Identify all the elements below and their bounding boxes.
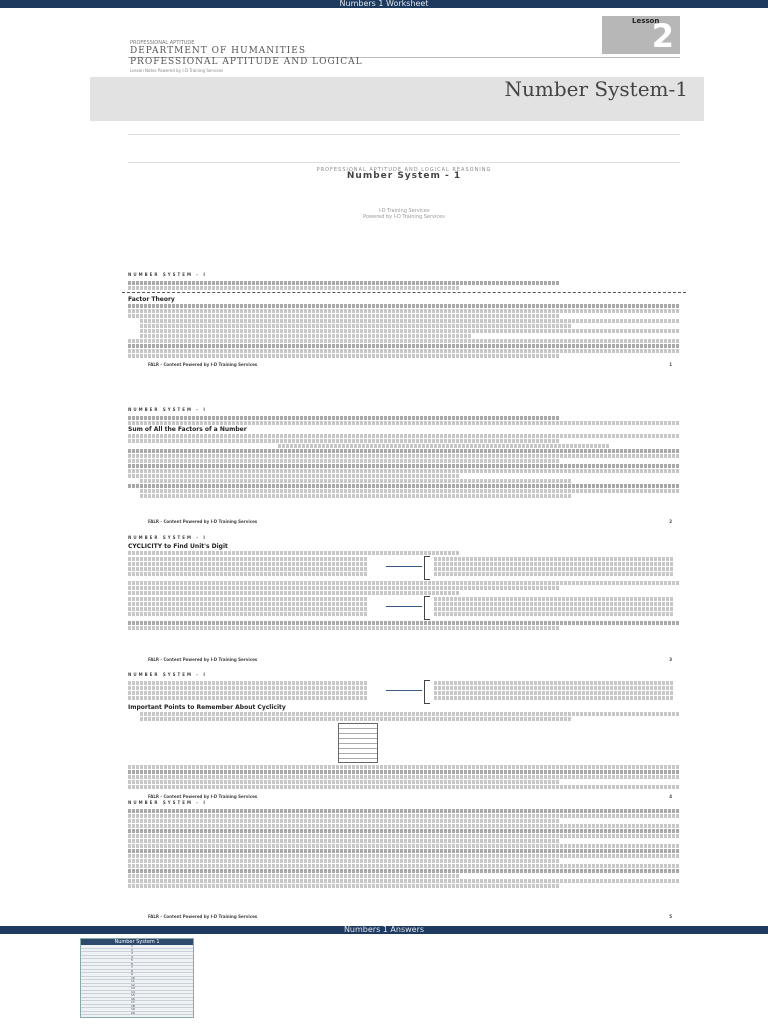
page-footer xyxy=(148,519,680,525)
text-line xyxy=(140,717,571,721)
text-line xyxy=(128,421,680,425)
text-line xyxy=(434,681,674,685)
text-line xyxy=(140,319,680,323)
text-line xyxy=(128,854,680,858)
cover-subtitle: Lesson Notes Powered by I-D Training Services xyxy=(130,68,224,73)
answer-number: 13 xyxy=(131,986,135,990)
arrow xyxy=(386,690,422,691)
lesson-number: 2 xyxy=(651,17,674,55)
section-label: NUMBER SYSTEM - I xyxy=(128,535,207,540)
answer-number: 14 xyxy=(131,989,135,994)
cyclicity-block xyxy=(128,680,680,704)
center-title: Number System - 1 xyxy=(346,171,462,181)
answer-number: 8 xyxy=(131,968,133,973)
answer-number: 15 xyxy=(131,993,135,997)
text-line xyxy=(434,686,674,690)
text-line xyxy=(128,597,368,601)
answers-title: Numbers 1 Answers xyxy=(343,925,425,934)
answer-row xyxy=(81,1012,193,1016)
text-line xyxy=(128,572,368,576)
text-line xyxy=(434,597,674,601)
text-line xyxy=(128,567,368,571)
lesson-word: Lesson xyxy=(632,17,660,25)
text-line xyxy=(434,691,674,695)
text-line xyxy=(128,449,680,453)
text-line xyxy=(434,572,674,576)
text-line xyxy=(128,586,559,590)
formula-line xyxy=(278,444,609,448)
text-line xyxy=(128,281,559,285)
page-footer xyxy=(148,657,680,663)
text-line xyxy=(128,591,459,595)
text-line xyxy=(128,416,559,420)
text-line xyxy=(140,479,571,483)
page-number: 5 xyxy=(669,914,672,919)
text-line xyxy=(128,819,559,823)
text-line xyxy=(128,874,459,878)
dashed-divider xyxy=(122,292,686,294)
text-line xyxy=(128,681,368,685)
text-line xyxy=(128,304,680,308)
text-line xyxy=(128,765,680,769)
text-line xyxy=(128,581,680,585)
text-line xyxy=(140,324,571,328)
content-page-5 xyxy=(128,800,680,920)
title-band xyxy=(90,77,704,121)
answer-number: 4 xyxy=(131,954,133,959)
center-credit: Powered by I-D Training Services xyxy=(363,214,445,220)
text-line xyxy=(128,844,680,848)
center-credit: I-D Training Services xyxy=(378,208,430,214)
text-line xyxy=(128,869,680,873)
page-heading: Factor Theory xyxy=(128,296,175,303)
text-line xyxy=(140,489,680,493)
cover-page xyxy=(128,12,688,262)
text-line xyxy=(128,884,559,888)
brace xyxy=(424,680,430,704)
page-number: 1 xyxy=(669,362,672,367)
text-line xyxy=(128,770,680,774)
cyclicity-table xyxy=(338,723,378,763)
answer-number: 19 xyxy=(131,1007,135,1011)
text-line xyxy=(128,459,559,463)
text-line xyxy=(128,829,680,833)
page-number: 3 xyxy=(669,657,672,662)
text-line xyxy=(128,621,680,625)
text-line xyxy=(434,567,674,571)
answers-title-bar xyxy=(0,926,768,934)
footer-text: FALR - Content Powered by I-D Training Services xyxy=(148,519,258,524)
text-line xyxy=(128,691,368,695)
text-line xyxy=(434,557,674,561)
text-line xyxy=(128,612,368,616)
page-heading: Sum of All the Factors of a Number xyxy=(128,426,247,433)
center-small-heading: PROFESSIONAL APTITUDE AND LOGICAL REASONING xyxy=(316,167,492,173)
answer-number: 3 xyxy=(131,951,133,955)
footer-text: FALR - Content Powered by I-D Training Services xyxy=(148,657,258,662)
text-line xyxy=(434,607,674,611)
text-line xyxy=(128,344,680,348)
answer-number: 7 xyxy=(131,965,133,969)
text-line xyxy=(128,824,680,828)
text-line xyxy=(128,696,368,700)
text-line xyxy=(434,612,674,616)
answer-number: 2 xyxy=(131,947,133,952)
text-line xyxy=(128,474,459,478)
divider xyxy=(128,134,680,135)
answer-number: 11 xyxy=(131,979,135,983)
text-line xyxy=(140,329,680,333)
divider xyxy=(128,162,680,163)
section-label: NUMBER SYSTEM - I xyxy=(128,407,207,412)
answer-number: 9 xyxy=(131,972,133,976)
answer-number: 10 xyxy=(131,975,135,980)
text-line xyxy=(128,809,680,813)
text-line xyxy=(434,696,674,700)
cover-small-heading: PROFESSIONAL APTITUDE xyxy=(130,40,195,46)
text-line xyxy=(128,314,559,318)
worksheet-title: Numbers 1 Worksheet xyxy=(339,0,429,8)
page-number: 4 xyxy=(669,794,672,799)
text-line xyxy=(140,494,571,498)
text-line xyxy=(128,686,368,690)
section-label: NUMBER SYSTEM - I xyxy=(128,272,207,277)
text-line xyxy=(128,339,680,343)
text-line xyxy=(128,309,680,313)
text-line xyxy=(140,334,471,338)
arrow xyxy=(386,566,422,567)
text-line xyxy=(128,557,368,561)
answer-number: 12 xyxy=(131,982,135,987)
page-heading: Important Points to Remember About Cyclicity xyxy=(128,704,286,711)
text-line xyxy=(128,859,559,863)
cyclicity-block xyxy=(128,596,680,620)
cover-department: DEPARTMENT OF HUMANITIES xyxy=(130,46,307,56)
worksheet-title-bar xyxy=(0,0,768,8)
text-line xyxy=(128,439,559,443)
text-line xyxy=(128,785,680,789)
text-line xyxy=(128,562,368,566)
answer-number: 1 xyxy=(131,944,133,948)
text-line xyxy=(128,626,559,630)
page-footer xyxy=(148,914,680,920)
answer-number: 20 xyxy=(131,1010,135,1015)
arrow xyxy=(386,606,422,607)
page-footer xyxy=(148,362,680,368)
text-line xyxy=(128,434,680,438)
text-line xyxy=(434,602,674,606)
text-line xyxy=(128,349,680,353)
answer-number: 17 xyxy=(131,1000,135,1004)
answers-table xyxy=(80,938,194,1018)
answer-number: 18 xyxy=(131,1003,135,1008)
content-page-1 xyxy=(128,272,680,368)
answer-number: 6 xyxy=(131,961,133,966)
footer-text: FALR - Content Powered by I-D Training Services xyxy=(148,794,258,799)
cover-title: Number System-1 xyxy=(504,77,688,101)
text-line xyxy=(128,354,559,358)
footer-text: FALR - Content Powered by I-D Training Services xyxy=(148,914,258,919)
answer-number: 16 xyxy=(131,996,135,1001)
text-line xyxy=(128,602,368,606)
text-line xyxy=(128,484,680,488)
answer-number: 5 xyxy=(131,958,133,962)
text-line xyxy=(128,286,459,290)
text-line xyxy=(128,607,368,611)
text-line xyxy=(128,469,680,473)
content-page-3 xyxy=(128,535,680,663)
section-label: NUMBER SYSTEM - I xyxy=(128,800,207,805)
text-line xyxy=(128,864,680,868)
text-line xyxy=(128,775,680,779)
text-line xyxy=(128,849,680,853)
text-line xyxy=(434,562,674,566)
content-page-4 xyxy=(128,672,680,800)
footer-text: FALR - Content Powered by I-D Training Services xyxy=(148,362,258,367)
text-line xyxy=(140,712,680,716)
answers-table-body xyxy=(81,945,193,1015)
brace xyxy=(424,556,430,580)
text-line xyxy=(128,814,680,818)
brace xyxy=(424,596,430,620)
text-line xyxy=(128,551,459,555)
answers-table-header: Number System 1 xyxy=(81,939,193,945)
content-page-2 xyxy=(128,407,680,525)
text-line xyxy=(128,879,680,883)
cover-course: PROFESSIONAL APTITUDE AND LOGICAL xyxy=(130,57,363,67)
text-line xyxy=(128,780,559,784)
page-number: 2 xyxy=(669,519,672,524)
text-line xyxy=(128,839,559,843)
text-line xyxy=(128,834,680,838)
lesson-badge xyxy=(602,16,680,54)
page-heading: CYCLICITY to Find Unit's Digit xyxy=(128,543,228,550)
section-label: NUMBER SYSTEM - I xyxy=(128,672,207,677)
cyclicity-block xyxy=(128,556,680,580)
text-line xyxy=(128,464,680,468)
text-line xyxy=(128,454,680,458)
